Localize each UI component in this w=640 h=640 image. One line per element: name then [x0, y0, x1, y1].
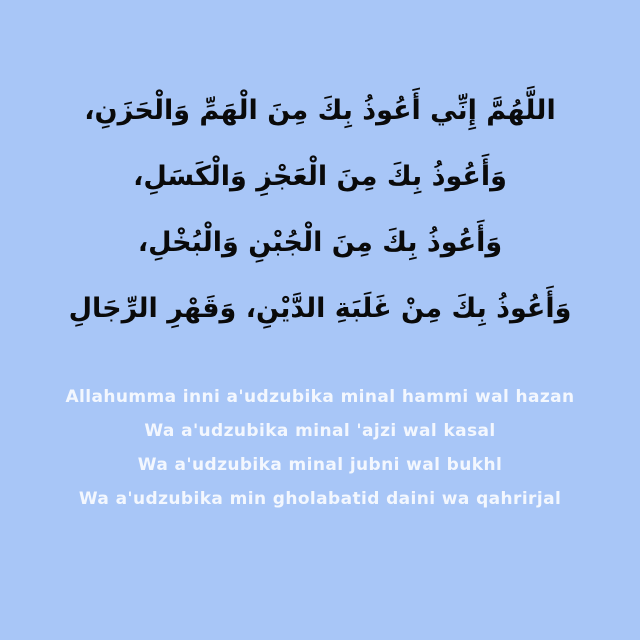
transliteration-block	[0, 380, 640, 516]
transliteration-line: Wa a'udzubika minal 'ajzi wal kasal	[144, 421, 496, 441]
arabic-line: وَأَعُوذُ بِكَ مِنَ الْعَجْزِ وَالْكَسَلِ،	[133, 161, 507, 192]
arabic-line: اللَّهُمَّ إِنِّي أَعُوذُ بِكَ مِنَ الْهَمِّ وَالْحَزَنِ،	[84, 95, 556, 126]
arabic-line: وَأَعُوذُ بِكَ مِنْ غَلَبَةِ الدَّيْنِ، وَقَهْرِ الرِّجَالِ	[68, 293, 572, 324]
arabic-text-block	[0, 78, 640, 342]
transliteration-line: Allahumma inni a'udzubika minal hammi wal hazan	[65, 387, 575, 407]
transliteration-line: Wa a'udzubika minal jubni wal bukhl	[137, 455, 503, 475]
arabic-line: وَأَعُوذُ بِكَ مِنَ الْجُبْنِ وَالْبُخْلِ،	[137, 227, 503, 258]
transliteration-line: Wa a'udzubika min gholabatid daini wa qahrirjal	[78, 489, 562, 509]
